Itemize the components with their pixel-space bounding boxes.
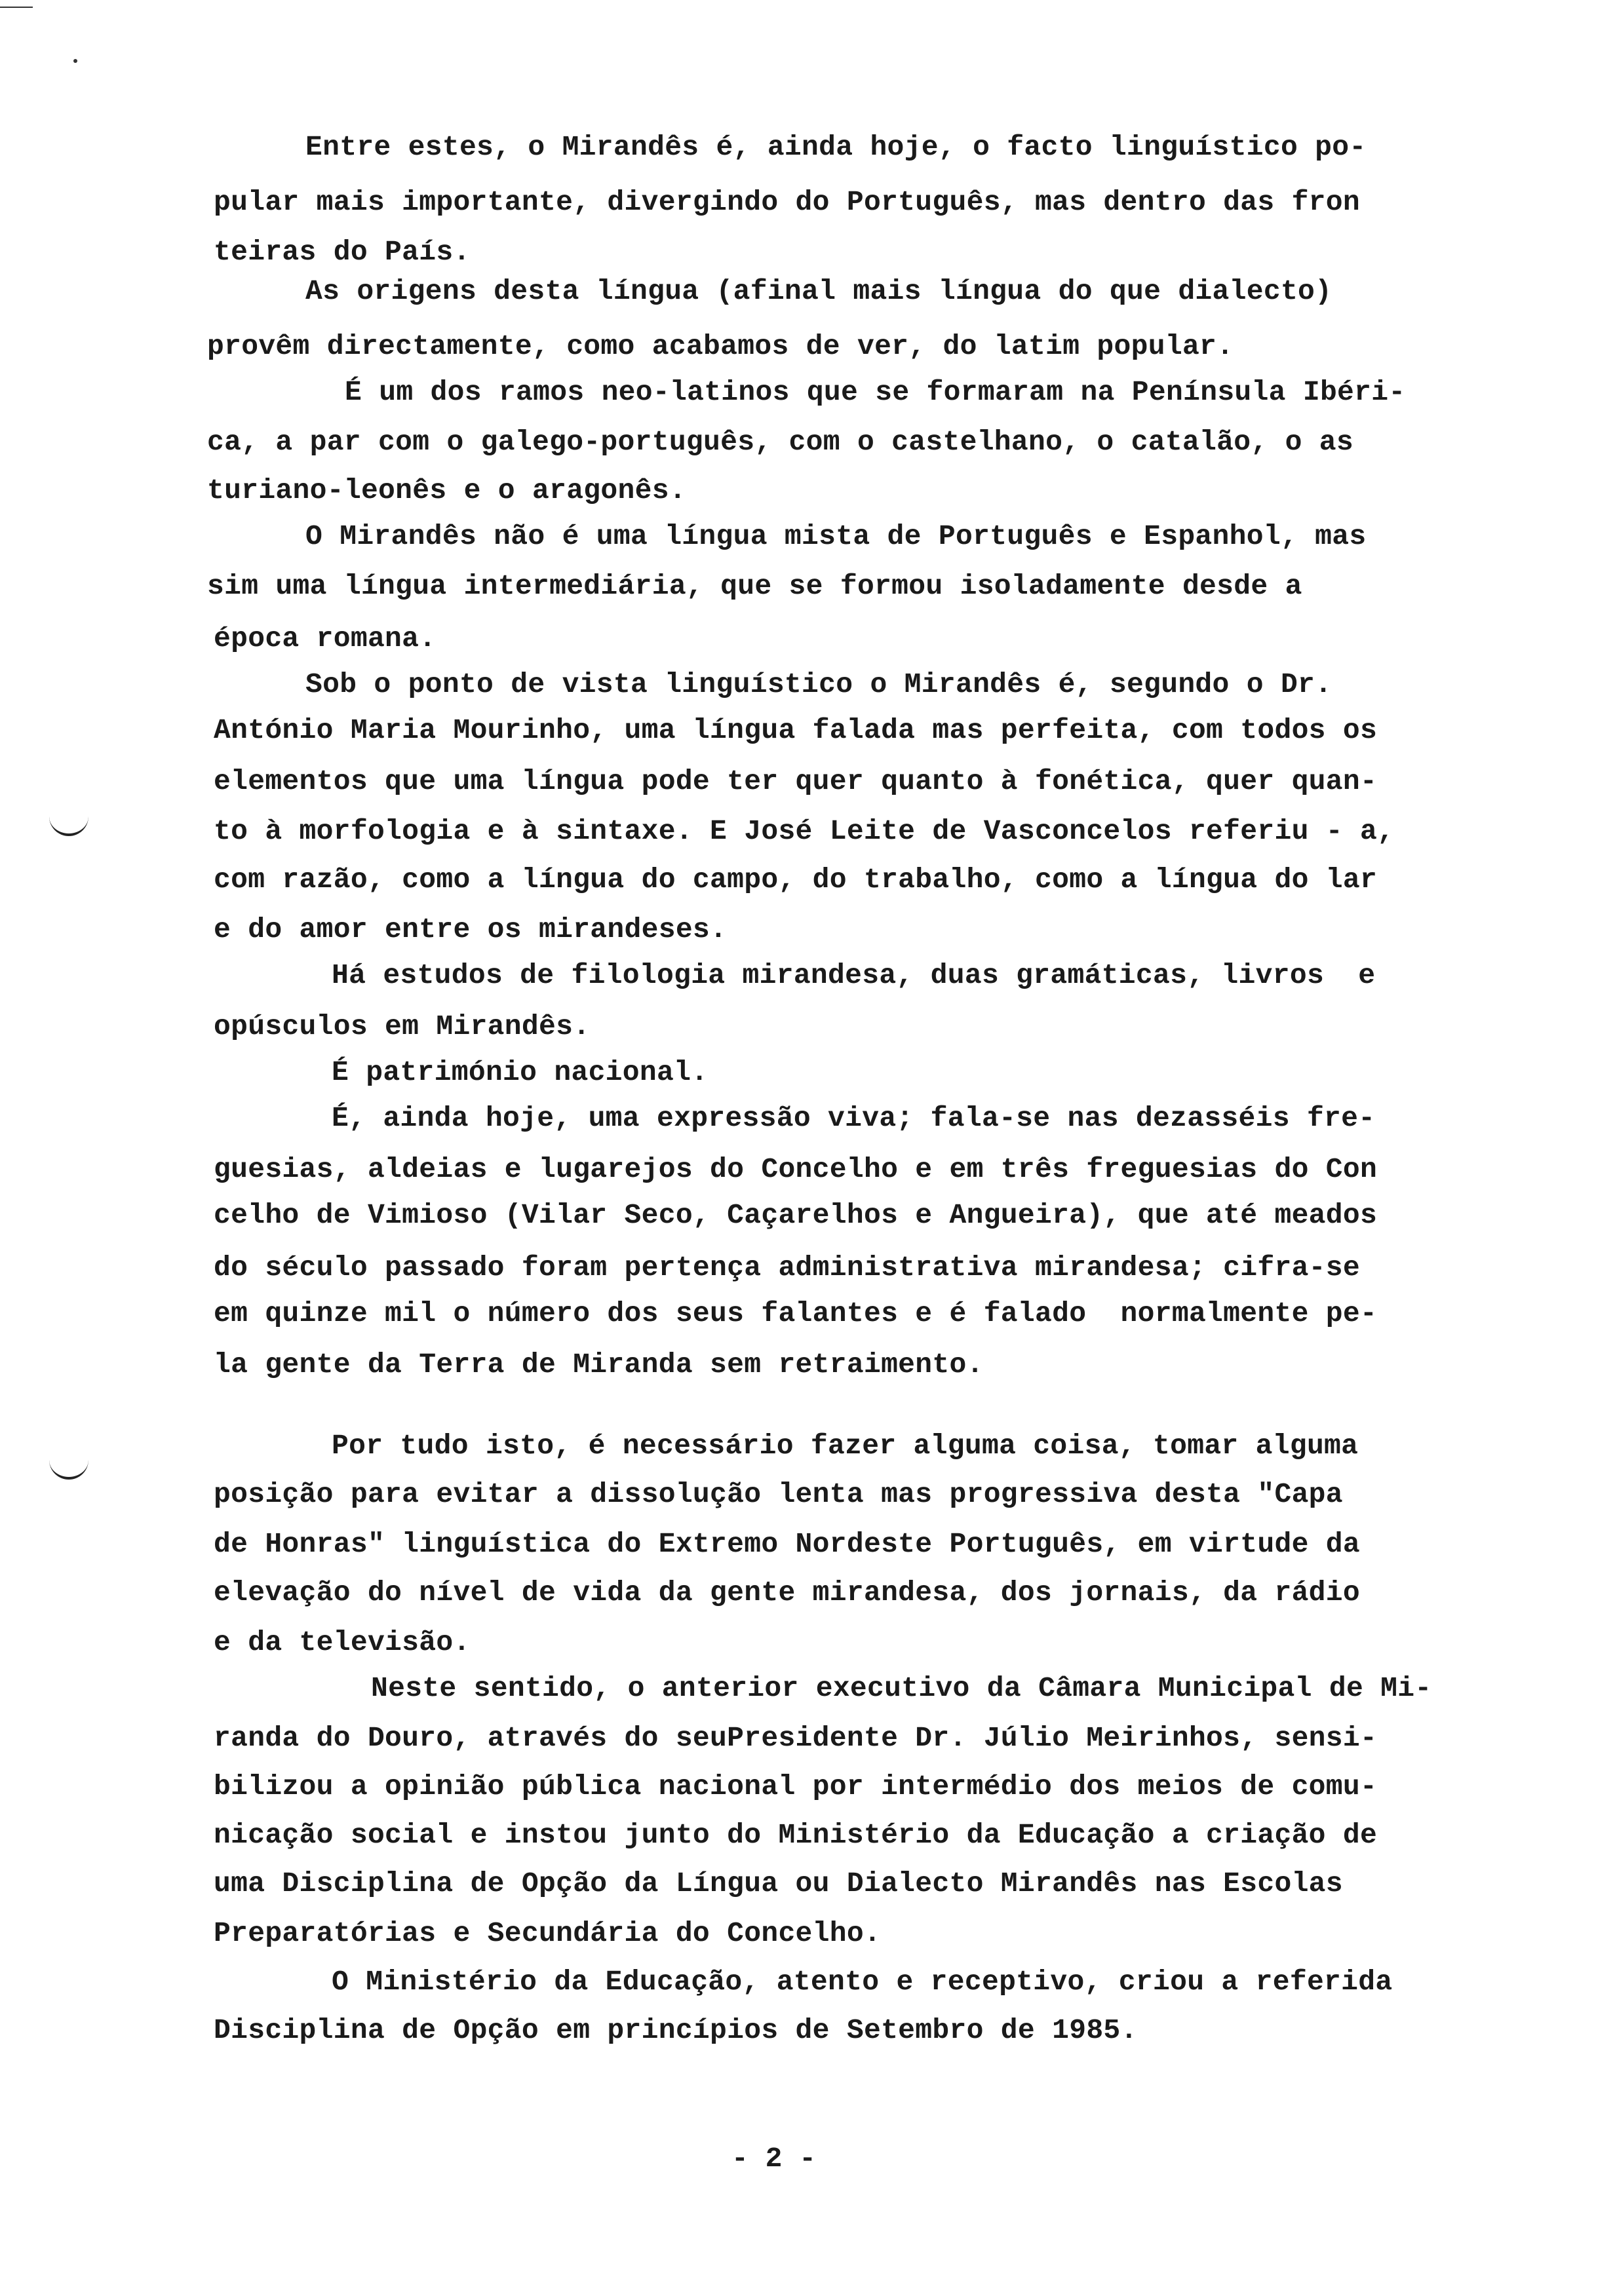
text-line: do século passado foram pertença administrativa mirandesa; cifra-se: [214, 1252, 1360, 1284]
text-line: Sob o ponto de vista linguístico o Mirandês é, segundo o Dr.: [305, 668, 1333, 700]
text-line: Entre estes, o Mirandês é, ainda hoje, o facto linguístico po-: [305, 131, 1367, 163]
text-line: uma Disciplina de Opção da Língua ou Dialecto Mirandês nas Escolas: [214, 1867, 1343, 1900]
text-line: O Mirandês não é uma língua mista de Português e Espanhol, mas: [305, 520, 1367, 552]
text-line: de Honras" linguística do Extremo Nordeste Português, em virtude da: [214, 1528, 1360, 1560]
page-number: - 2 -: [731, 2143, 817, 2175]
text-line: randa do Douro, através do seuPresidente Dr. Júlio Meirinhos, sensi-: [214, 1722, 1378, 1754]
text-line: Neste sentido, o anterior executivo da Câmara Municipal de Mi-: [371, 1672, 1432, 1704]
text-line: elevação do nível de vida da gente mirandesa, dos jornais, da rádio: [214, 1577, 1360, 1609]
text-line: guesias, aldeias e lugarejos do Concelho e em três freguesias do Con: [214, 1153, 1378, 1185]
scan-edge-mark: [0, 7, 33, 8]
text-line: la gente da Terra de Miranda sem retraimento.: [214, 1349, 984, 1381]
text-line: elementos que uma língua pode ter quer quanto à fonética, quer quan-: [214, 765, 1378, 797]
text-line: sim uma língua intermediária, que se formou isoladamente desde a: [207, 570, 1302, 602]
text-line: bilizou a opinião pública nacional por intermédio dos meios de comu-: [214, 1770, 1378, 1803]
text-line: com razão, como a língua do campo, do trabalho, como a língua do lar: [214, 864, 1378, 896]
text-line: to à morfologia e à sintaxe. E José Leite de Vasconcelos referiu - a,: [214, 815, 1395, 847]
scan-speck: [73, 59, 77, 63]
text-line: pular mais importante, divergindo do Português, mas dentro das fron: [214, 186, 1360, 218]
text-line: Por tudo isto, é necessário fazer alguma coisa, tomar alguma: [332, 1430, 1359, 1462]
text-line: Preparatórias e Secundária do Concelho.: [214, 1917, 882, 1949]
text-line: turiano-leonês e o aragonês.: [207, 474, 686, 507]
punch-hole-mark-top: [49, 811, 88, 836]
text-line: É um dos ramos neo-latinos que se formaram na Península Ibéri-: [345, 376, 1406, 408]
text-line: teiras do País.: [214, 236, 471, 268]
text-line: opúsculos em Mirandês.: [214, 1010, 591, 1043]
text-line: provêm directamente, como acabamos de ver, do latim popular.: [207, 330, 1234, 362]
text-line: ca, a par com o galego-português, com o castelhano, o catalão, o as: [207, 426, 1353, 458]
text-line: em quinze mil o número dos seus falantes e é falado normalmente pe-: [214, 1297, 1378, 1330]
text-line: época romana.: [214, 622, 437, 655]
text-line: As origens desta língua (afinal mais língua do que dialecto): [305, 275, 1333, 307]
text-line: posição para evitar a dissolução lenta mas progressiva desta "Capa: [214, 1478, 1343, 1510]
text-line: António Maria Mourinho, uma língua falada mas perfeita, com todos os: [214, 714, 1378, 746]
text-line: O Ministério da Educação, atento e receptivo, criou a referida: [332, 1966, 1393, 1998]
text-line: e do amor entre os mirandeses.: [214, 913, 728, 946]
text-line: nicação social e instou junto do Ministério da Educação a criação de: [214, 1819, 1378, 1851]
text-line: É, ainda hoje, uma expressão viva; fala-se nas dezasséis fre-: [332, 1102, 1376, 1134]
text-line: É património nacional.: [332, 1056, 709, 1088]
text-line: Disciplina de Opção em princípios de Setembro de 1985.: [214, 2014, 1138, 2046]
text-line: Há estudos de filologia mirandesa, duas gramáticas, livros e: [332, 959, 1376, 991]
text-line: celho de Vimioso (Vilar Seco, Caçarelhos e Angueira), que até meados: [214, 1199, 1378, 1231]
text-line: e da televisão.: [214, 1626, 471, 1658]
punch-hole-mark-bottom: [49, 1455, 88, 1480]
